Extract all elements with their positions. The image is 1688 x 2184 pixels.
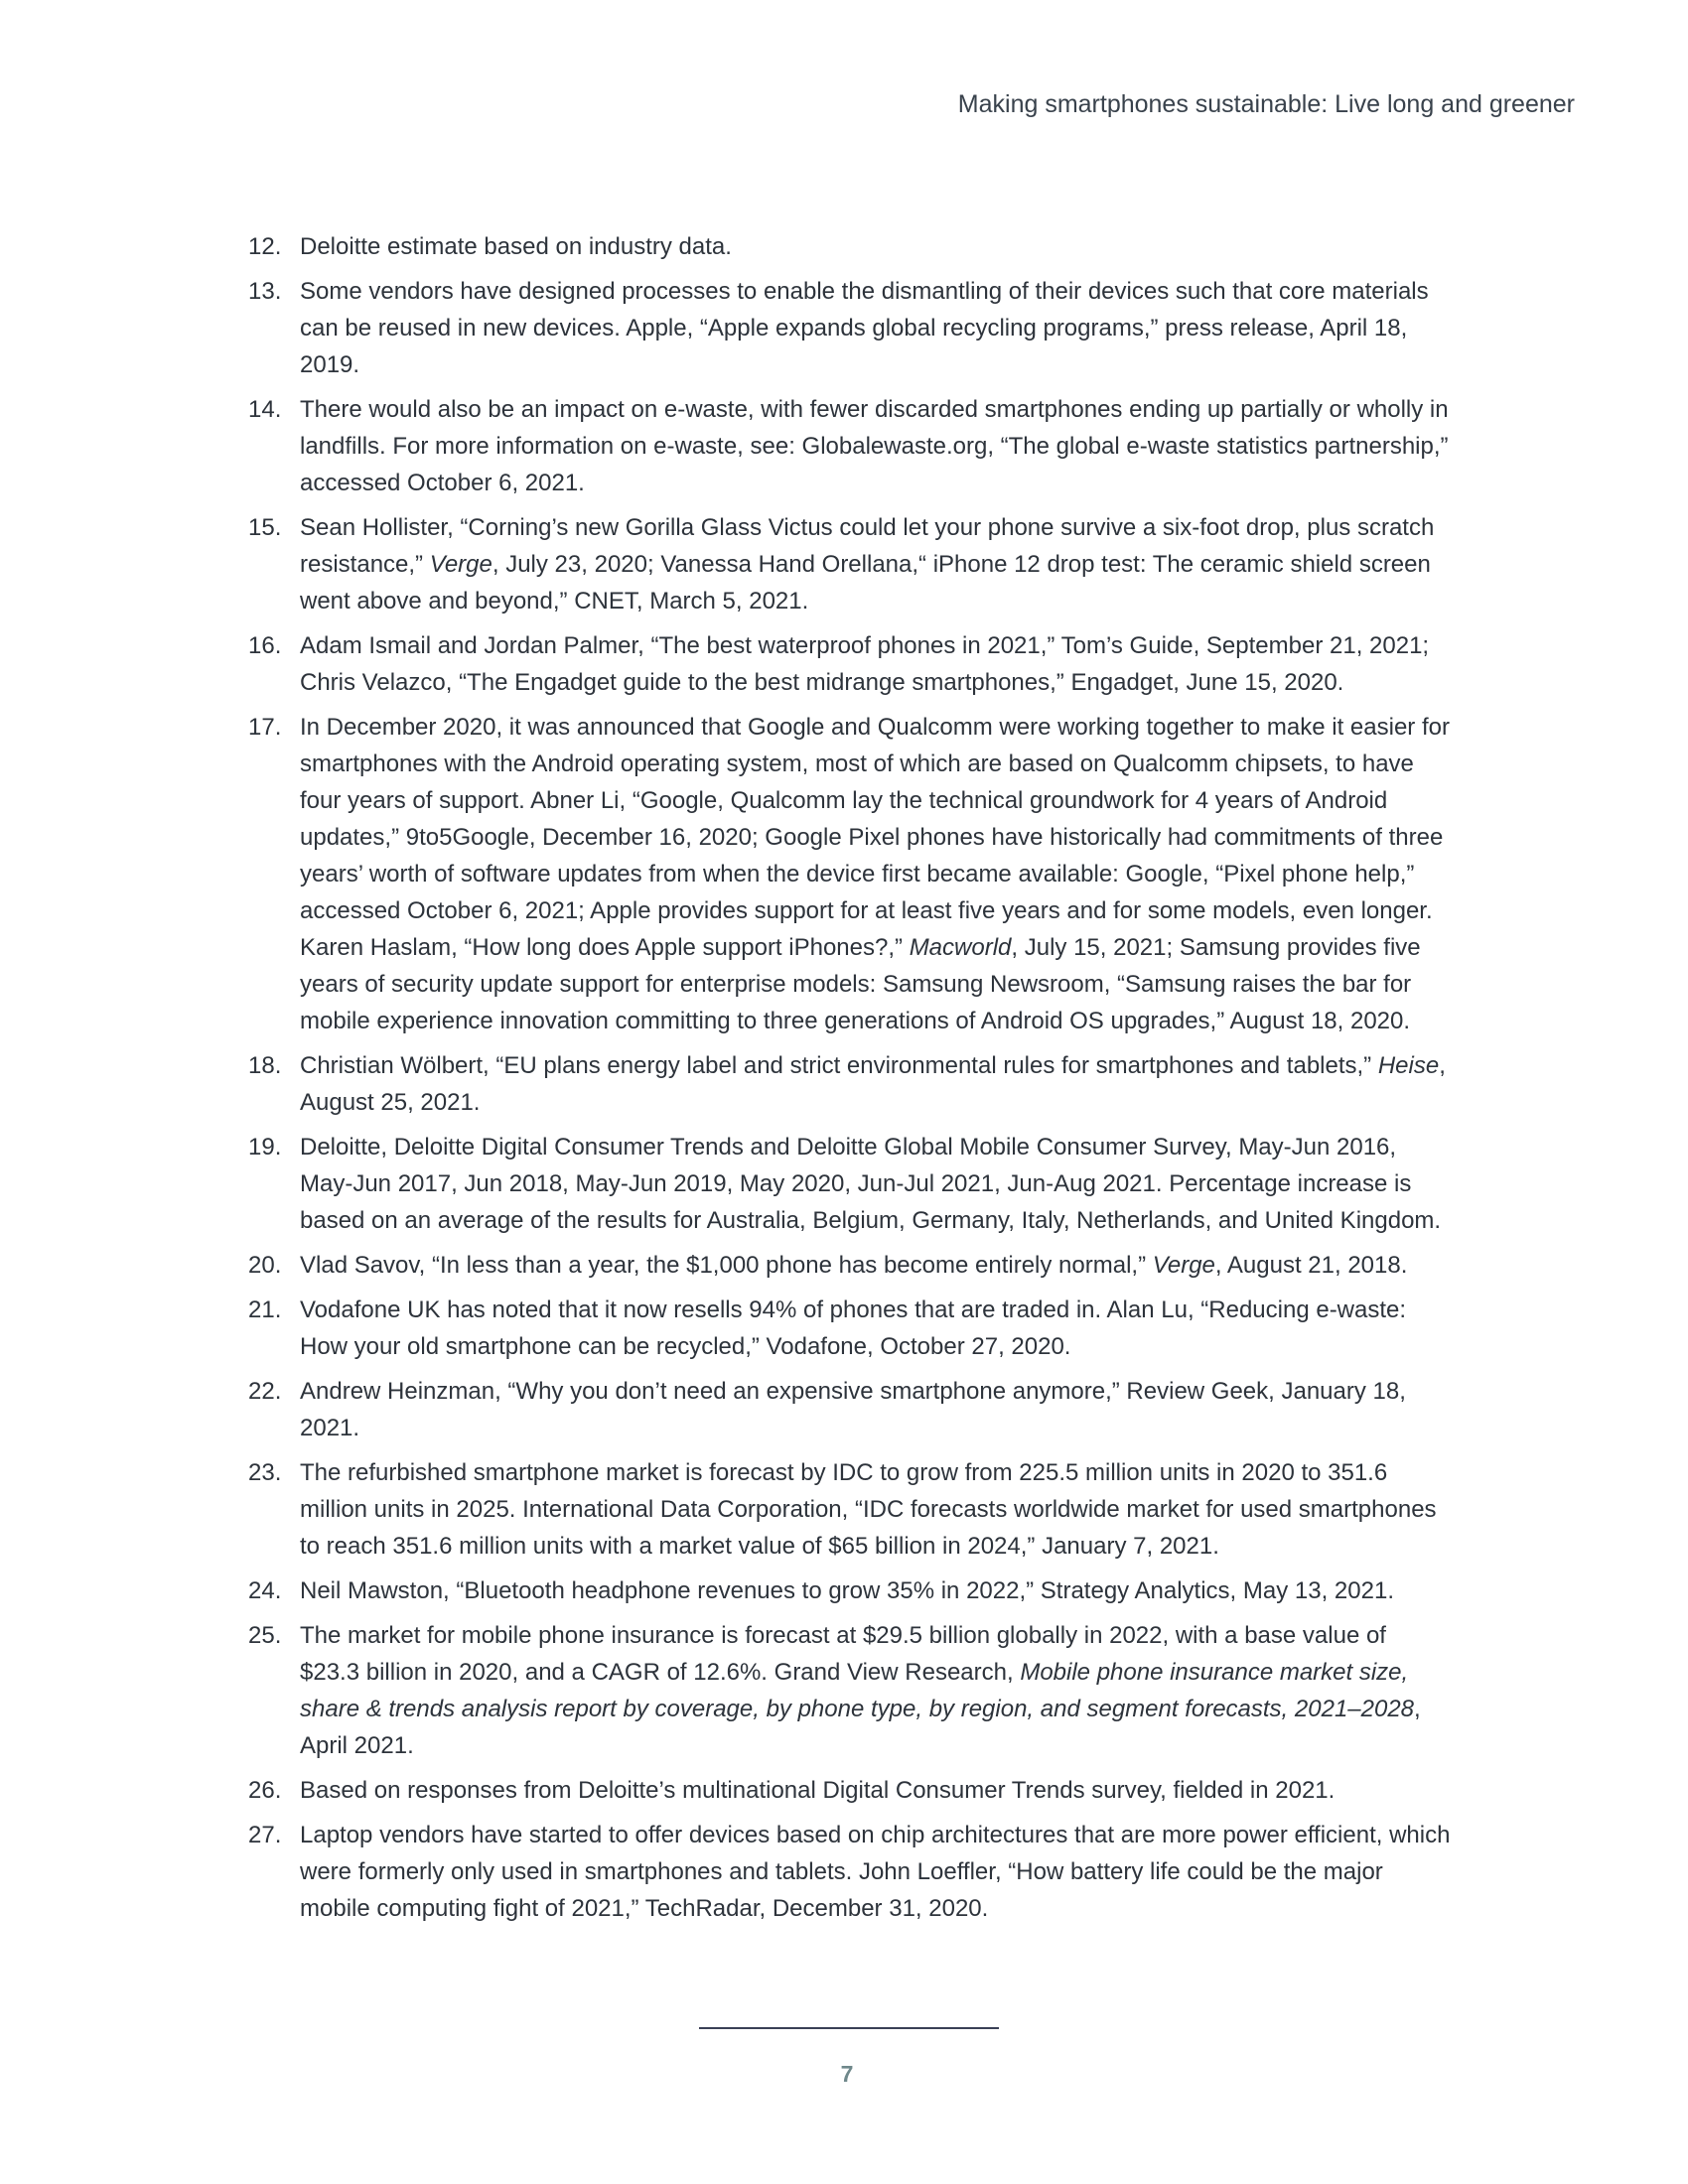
endnote-item [248,627,1454,701]
endnote-text-run-italic: Macworld [909,934,1012,961]
endnote-text-run: Neil Mawston, “Bluetooth headphone revenues to grow 35% in 2022,” Strategy Analytics, May 13, 2021. [300,1577,1394,1604]
endnote-text-run: , August 25, 2021. [300,1052,1446,1116]
endnote-text-run: Deloitte, Deloitte Digital Consumer Trends and Deloitte Global Mobile Consumer Survey, May-Jun 2016, May-Jun 2017, Jun 2018, May-Jun 2019, May 2020, Jun-Jul 2021, Jun-Aug 2021. Percentage increase is based on an average of the results for Australia, Belgium, Germany, Italy, Netherlands, and United Kingdom. [300,1134,1442,1234]
endnote-text-run-italic: Mobile phone insurance market size, share & trends analysis report by coverage, by phone type, by region, and segment forecasts, 2021–2028 [300,1659,1415,1722]
endnote-text [300,1454,1452,1565]
endnote-number: 22. [248,1378,282,1405]
page-number: 7 [840,2061,854,2087]
endnote-item [248,509,1454,619]
endnote-item [248,1617,1454,1764]
endnote-text [300,509,1452,619]
endnote-text-run: The market for mobile phone insurance is forecast at $29.5 billion globally in 2022, with a base value of $23.3 billion in 2020, and a CAGR of 12.6%. Grand View Research, [300,1622,1386,1686]
endnote-text [300,1817,1452,1927]
endnote-item [248,709,1454,1039]
endnote-text-run: Vodafone UK has noted that it now resells 94% of phones that are traded in. Alan Lu, “Reducing e-waste: How your old smartphone can be recycled,” Vodafone, October 27, 2020. [300,1297,1407,1360]
endnote-text [300,1772,1452,1809]
endnote-number: 14. [248,396,282,423]
endnote-text [300,709,1452,1039]
endnote-text-run: , August 21, 2018. [1214,1252,1408,1279]
endnote-item [248,1373,1454,1446]
endnote-text [300,1373,1452,1446]
endnote-number: 25. [248,1622,282,1649]
endnote-number: 23. [248,1459,282,1486]
endnote-item [248,1817,1454,1927]
endnote-item [248,228,1454,265]
endnote-number: 18. [248,1052,282,1079]
endnote-number: 20. [248,1252,282,1279]
endnote-number: 24. [248,1577,282,1604]
endnote-text [300,1292,1452,1365]
endnote-text-run: , July 23, 2020; Vanessa Hand Orellana,“ iPhone 12 drop test: The ceramic shield screen went above and beyond,” CNET, March 5, 2021. [300,551,1431,614]
endnote-number: 19. [248,1134,282,1160]
endnote-text-run: In December 2020, it was announced that Google and Qualcomm were working together to make it easier for smartphones with the Android operating system, most of which are based on Qualcomm chipsets, to have four years of support. Abner Li, “Google, Qualcomm lay the technical groundwork for 4 years of Android updates,” 9to5Google, December 16, 2020; Google Pixel phones have historically had commitments of three years’ worth of software updates from when the device first became available: Google, “Pixel phone help,” accessed October 6, 2021; Apple provides support for at least five years and for some models, even longer. Karen Haslam, “How long does Apple support iPhones?,” [300,714,1450,961]
endnote-item [248,1572,1454,1609]
endnote-item [248,1772,1454,1809]
endnotes-list [248,228,1454,1935]
endnote-number: 16. [248,632,282,659]
endnote-text [300,1617,1452,1764]
endnote-text-run: , April 2021. [300,1696,1421,1759]
endnote-number: 17. [248,714,282,741]
endnote-item [248,273,1454,383]
endnote-text-run-italic: Verge [1152,1252,1215,1279]
endnote-text-run: Adam Ismail and Jordan Palmer, “The best waterproof phones in 2021,” Tom’s Guide, September 21, 2021; Chris Velazco, “The Engadget guide to the best midrange smartphones,” Engadget, June 15, 2020. [300,632,1430,696]
endnote-number: 13. [248,278,282,305]
endnote-item [248,1247,1454,1284]
endnote-text-run: Christian Wölbert, “EU plans energy label and strict environmental rules for smartphones and tablets,” [300,1052,1378,1079]
endnote-item [248,1454,1454,1565]
endnote-text-run: There would also be an impact on e-waste, with fewer discarded smartphones ending up partially or wholly in landfills. For more information on e-waste, see: Globalewaste.org, “The global e-waste statistics partnership,” accessed October 6, 2021. [300,396,1449,496]
endnote-text [300,228,1452,265]
endnote-text-run: The refurbished smartphone market is forecast by IDC to grow from 225.5 million units in 2020 to 351.6 million units in 2025. International Data Corporation, “IDC forecasts worldwide market for used smartphones to reach 351.6 million units with a market value of $65 billion in 2024,” January 7, 2021. [300,1459,1437,1560]
footer-divider [699,2027,999,2029]
endnote-text-run: Vlad Savov, “In less than a year, the $1,000 phone has become entirely normal,” [300,1252,1153,1279]
endnote-text [300,1247,1452,1284]
endnote-text [300,1572,1452,1609]
endnote-text [300,391,1452,501]
endnote-text-run: Deloitte estimate based on industry data. [300,233,732,260]
endnote-text-run: Some vendors have designed processes to enable the dismantling of their devices such that core materials can be reused in new devices. Apple, “Apple expands global recycling programs,” press release, April 18, 2019. [300,278,1429,378]
endnote-text [300,273,1452,383]
endnote-text-run: Laptop vendors have started to offer devices based on chip architectures that are more power efficient, which were formerly only used in smartphones and tablets. John Loeffler, “How battery life could be the major mobile computing fight of 2021,” TechRadar, December 31, 2020. [300,1822,1451,1922]
endnote-text [300,1129,1452,1239]
endnote-text-run: Sean Hollister, “Corning’s new Gorilla Glass Victus could let your phone survive a six-foot drop, plus scratch resistance,” [300,514,1435,578]
endnote-number: 21. [248,1297,282,1323]
endnote-number: 26. [248,1777,282,1804]
endnote-number: 27. [248,1822,282,1848]
endnote-text-run: Based on responses from Deloitte’s multinational Digital Consumer Trends survey, fielded in 2021. [300,1777,1336,1804]
endnote-text-run-italic: Heise [1377,1052,1440,1079]
endnote-text-run: , July 15, 2021; Samsung provides five years of security update support for enterprise models: Samsung Newsroom, “Samsung raises the bar for mobile experience innovation committing to three generations of Android OS upgrades,” August 18, 2020. [300,934,1421,1034]
endnote-item [248,1292,1454,1365]
endnote-text [300,627,1452,701]
endnote-number: 12. [248,233,282,260]
endnote-item [248,1129,1454,1239]
endnote-text [300,1047,1452,1121]
endnote-item [248,391,1454,501]
endnote-item [248,1047,1454,1121]
endnote-number: 15. [248,514,282,541]
endnote-text-run: Andrew Heinzman, “Why you don’t need an expensive smartphone anymore,” Review Geek, January 18, 2021. [300,1378,1406,1441]
endnote-text-run-italic: Verge [429,551,492,578]
running-header: Making smartphones sustainable: Live long and greener [957,90,1575,118]
